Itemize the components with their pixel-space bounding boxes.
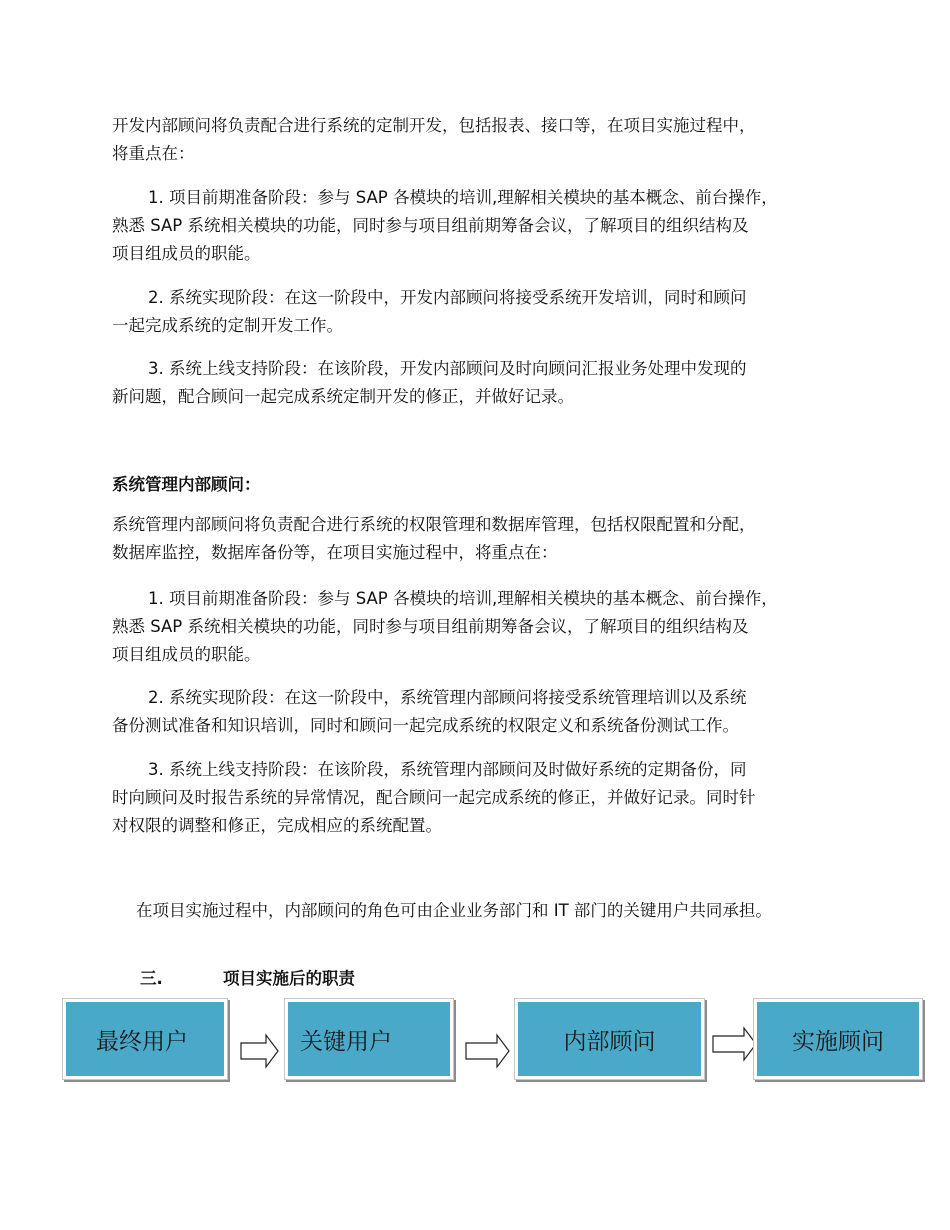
text-line: 时向顾问及时报告系统的异常情况，配合顾问一起完成系统的修正，并做好记录。同时针 bbox=[112, 788, 756, 807]
section-title: 项目实施后的职责 bbox=[223, 969, 355, 988]
text-line: 1. 项目前期准备阶段：参与 SAP 各模块的培训,理解相关模块的基本概念、前台操作， bbox=[148, 188, 778, 207]
text-line: 开发内部顾问将负责配合进行系统的定制开发，包括报表、接口等，在项目实施过程中， bbox=[112, 116, 756, 135]
text-line: 项目组成员的职能。 bbox=[112, 645, 261, 664]
role-note: 在项目实施过程中，内部顾问的角色可由企业业务部门和 IT 部门的关键用户共同承担。 bbox=[136, 901, 772, 920]
sys-item-3 bbox=[112, 756, 847, 840]
flow-box-fill bbox=[66, 1002, 224, 1076]
text-line: 数据库监控，数据库备份等，在项目实施过程中，将重点在： bbox=[112, 543, 558, 562]
flow-box-end-user bbox=[62, 998, 228, 1080]
text-line: 将重点在： bbox=[112, 144, 195, 163]
dev-item-3 bbox=[112, 355, 847, 411]
flow-box-fill bbox=[518, 1002, 701, 1076]
dev-intro-paragraph bbox=[112, 112, 847, 168]
text-line: 对权限的调整和修正，完成相应的系统配置。 bbox=[112, 816, 442, 835]
text-line: 熟悉 SAP 系统相关模块的功能，同时参与项目组前期筹备会议，了解项目的组织结构及 bbox=[112, 617, 749, 636]
right-arrow-icon bbox=[712, 1026, 758, 1062]
flow-box-key-user bbox=[284, 998, 454, 1080]
dev-item-1 bbox=[112, 184, 847, 268]
text-line: 系统管理内部顾问将负责配合进行系统的权限管理和数据库管理，包括权限配置和分配， bbox=[112, 515, 756, 534]
flow-box-internal-consultant bbox=[514, 998, 705, 1080]
text-line: 项目组成员的职能。 bbox=[112, 244, 261, 263]
flow-box-label: 最终用户 bbox=[96, 1028, 188, 1055]
dev-item-2 bbox=[112, 284, 847, 340]
text-line: 2. 系统实现阶段：在这一阶段中，开发内部顾问将接受系统开发培训，同时和顾问 bbox=[148, 288, 747, 307]
right-arrow-icon bbox=[465, 1033, 511, 1069]
text-line: 1. 项目前期准备阶段：参与 SAP 各模块的培训,理解相关模块的基本概念、前台操作， bbox=[148, 589, 778, 608]
text-line: 一起完成系统的定制开发工作。 bbox=[112, 316, 343, 335]
flow-box-label: 内部顾问 bbox=[563, 1028, 656, 1055]
text-line: 新问题，配合顾问一起完成系统定制开发的修正，并做好记录。 bbox=[112, 387, 574, 406]
sys-heading: 系统管理内部顾问： bbox=[112, 475, 261, 494]
sys-intro-paragraph bbox=[112, 511, 847, 567]
text-line: 3. 系统上线支持阶段：在该阶段，开发内部顾问及时向顾问汇报业务处理中发现的 bbox=[148, 359, 747, 378]
text-line: 熟悉 SAP 系统相关模块的功能，同时参与项目组前期筹备会议，了解项目的组织结构及 bbox=[112, 216, 749, 235]
flow-box-fill bbox=[288, 1002, 450, 1076]
flow-box-label: 关键用户 bbox=[300, 1028, 392, 1055]
text-line: 3. 系统上线支持阶段：在该阶段，系统管理内部顾问及时做好系统的定期备份，同 bbox=[148, 760, 747, 779]
text-line: 2. 系统实现阶段：在这一阶段中，系统管理内部顾问将接受系统管理培训以及系统 bbox=[148, 688, 747, 707]
section-number: 三. bbox=[140, 969, 163, 988]
right-arrow-icon bbox=[240, 1033, 280, 1069]
flow-box-fill bbox=[757, 1002, 919, 1076]
flow-box-implementation-consultant bbox=[753, 998, 923, 1080]
sys-item-2 bbox=[112, 684, 847, 740]
flow-box-label: 实施顾问 bbox=[792, 1028, 884, 1055]
sys-item-1 bbox=[112, 585, 847, 669]
text-line: 备份测试准备和知识培训，同时和顾问一起完成系统的权限定义和系统备份测试工作。 bbox=[112, 716, 739, 735]
